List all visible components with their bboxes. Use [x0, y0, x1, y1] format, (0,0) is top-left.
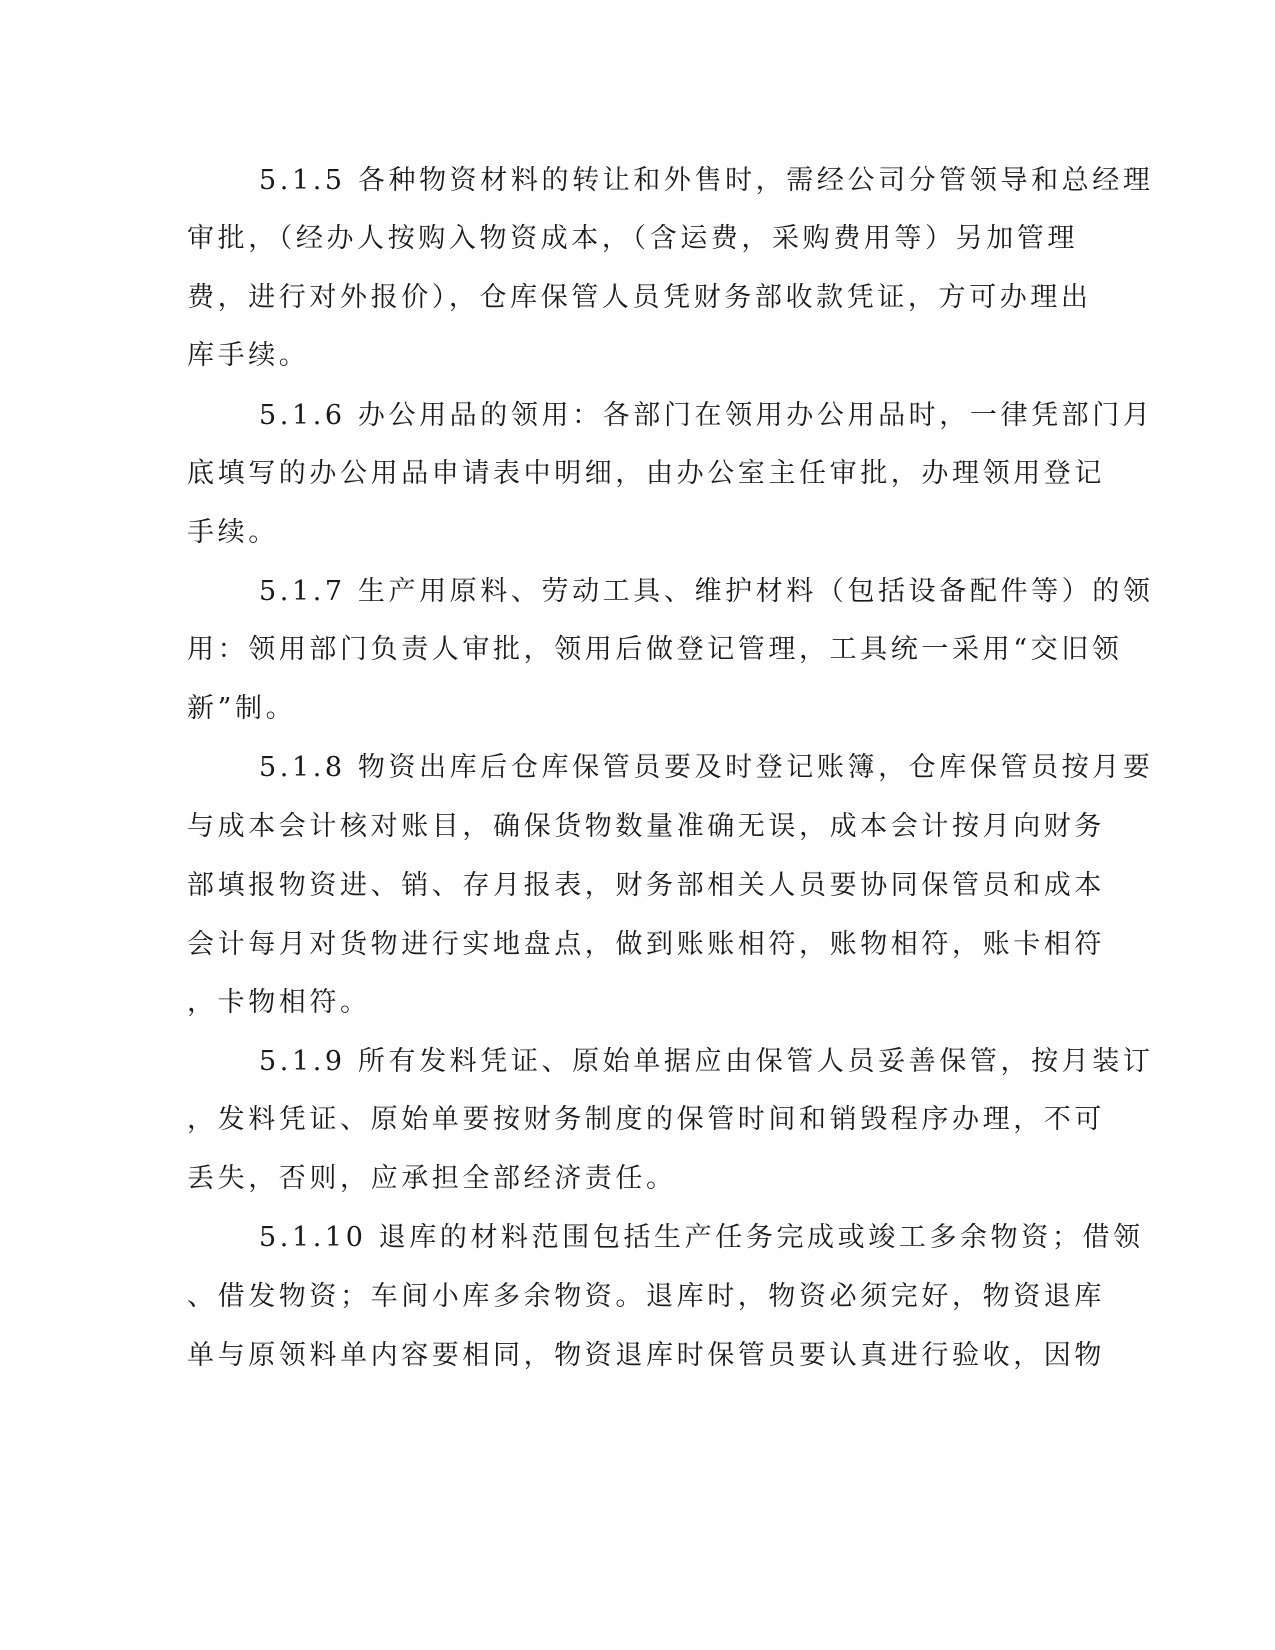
paragraph-5-1-9-line-2: ，发料凭证、原始单要按财务制度的保管时间和销毁程序办理，不可 — [187, 1104, 1105, 1135]
paragraph-5-1-7-line-3: 新”制。 — [187, 693, 297, 724]
paragraph-5-1-7-line-1: 5.1.7 生产用原料、劳动工具、维护材料（包括设备配件等）的领 — [259, 576, 1154, 607]
paragraph-5-1-8-line-3: 部填报物资进、销、存月报表，财务部相关人员要协同保管员和成本 — [187, 870, 1105, 901]
paragraph-5-1-6-line-3: 手续。 — [187, 517, 279, 548]
paragraph-5-1-8-line-2: 与成本会计核对账目，确保货物数量准确无误，成本会计按月向财务 — [187, 811, 1105, 842]
paragraph-5-1-8-line-4: 会计每月对货物进行实地盘点，做到账账相符，账物相符，账卡相符 — [187, 929, 1105, 960]
paragraph-5-1-10-line-2: 、借发物资；车间小库多余物资。退库时，物资必须完好，物资退库 — [187, 1281, 1105, 1312]
paragraph-5-1-5-line-3: 费，进行对外报价），仓库保管人员凭财务部收款凭证，方可办理出 — [187, 282, 1092, 313]
paragraph-5-1-9-line-3: 丢失，否则，应承担全部经济责任。 — [187, 1163, 677, 1194]
paragraph-5-1-6-line-2: 底填写的办公用品申请表中明细，由办公室主任审批，办理领用登记 — [187, 458, 1105, 489]
paragraph-5-1-5-line-1: 5.1.5 各种物资材料的转让和外售时，需经公司分管领导和总经理 — [259, 165, 1154, 196]
paragraph-5-1-5-line-2: 审批，（经办人按购入物资成本，（含运费，采购费用等）另加管理 — [187, 223, 1078, 254]
paragraph-5-1-10-line-3: 单与原领料单内容要相同，物资退库时保管员要认真进行验收，因物 — [187, 1340, 1105, 1371]
paragraph-5-1-5-line-4: 库手续。 — [187, 340, 310, 371]
paragraph-5-1-6-line-1: 5.1.6 办公用品的领用：各部门在领用办公用品时，一律凭部门月 — [259, 400, 1154, 431]
paragraph-5-1-10-line-1: 5.1.10 退库的材料范围包括生产任务完成或竣工多余物资；借领 — [259, 1222, 1144, 1253]
paragraph-5-1-7-line-2: 用：领用部门负责人审批，领用后做登记管理，工具统一采用“交旧领 — [187, 634, 1123, 665]
paragraph-5-1-9-line-1: 5.1.9 所有发料凭证、原始单据应由保管人员妥善保管，按月装订 — [259, 1046, 1154, 1077]
paragraph-5-1-8-line-5: ，卡物相符。 — [187, 987, 371, 1018]
paragraph-5-1-8-line-1: 5.1.8 物资出库后仓库保管员要及时登记账簿，仓库保管员按月要 — [259, 752, 1154, 783]
